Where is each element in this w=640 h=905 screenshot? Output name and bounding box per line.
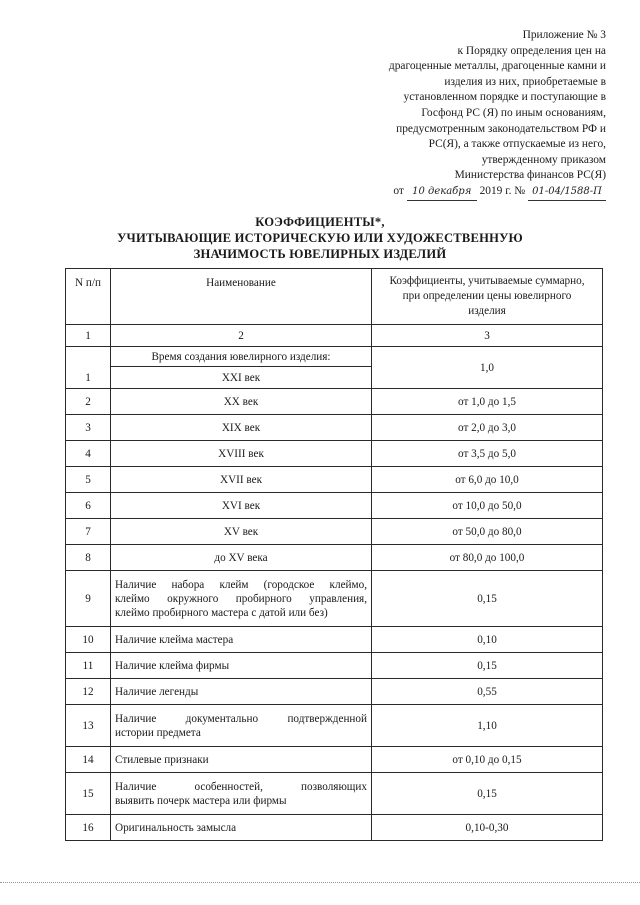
row-num: 3 (66, 415, 111, 441)
row-num: 7 (66, 519, 111, 545)
table-row (66, 653, 603, 679)
title-line-1: КОЭФФИЦИЕНТЫ*, (255, 215, 385, 229)
row-name (111, 705, 372, 747)
row-coef: 0,10 (372, 627, 603, 653)
row-num: 8 (66, 545, 111, 571)
row-name: Стилевые признаки (111, 747, 372, 773)
row-name (111, 571, 372, 627)
row-num: 1 (66, 347, 111, 389)
row-name-line: истории предмета (115, 726, 201, 739)
scan-edge-divider (0, 882, 640, 883)
row-num: 9 (66, 571, 111, 627)
row-name-line: Наличие особенностей, позволяющих (115, 780, 367, 793)
row-name-line: Наличие документально подтвержденной (115, 712, 367, 725)
row-num: 6 (66, 493, 111, 519)
row-coef: от 2,0 до 3,0 (372, 415, 603, 441)
row-coef: от 0,10 до 0,15 (372, 747, 603, 773)
order-date-line (306, 184, 606, 201)
row-num: 13 (66, 705, 111, 747)
appendix-line: Приложение № 3 (522, 29, 606, 41)
table-row (66, 441, 603, 467)
table-row (66, 627, 603, 653)
row-num: 4 (66, 441, 111, 467)
header-name: Наименование (111, 269, 372, 325)
row-name: Наличие клейма фирмы (111, 653, 372, 679)
table-row (66, 815, 603, 841)
row-coef: от 3,5 до 5,0 (372, 441, 603, 467)
title-line-2: УЧИТЫВАЮЩИЕ ИСТОРИЧЕСКУЮ ИЛИ ХУДОЖЕСТВЕННУЮ (117, 231, 523, 245)
handwritten-date: 10 декабря (407, 184, 477, 201)
table-row (66, 519, 603, 545)
row-name: XVIII век (111, 441, 372, 467)
row-name-line: выявить почерк мастера или фирмы (115, 794, 287, 807)
row-name: XVI век (111, 493, 372, 519)
row-name (111, 773, 372, 815)
document-title (0, 214, 640, 262)
table-row (66, 545, 603, 571)
appendix-line: драгоценные металлы, драгоценные камни и (388, 60, 606, 73)
row-name: XVII век (111, 467, 372, 493)
table-row (66, 705, 603, 747)
column-number: 3 (372, 325, 603, 347)
table-row (66, 747, 603, 773)
row-name: до XV века (111, 545, 372, 571)
row-num: 2 (66, 389, 111, 415)
header-num: N п/п (66, 269, 111, 325)
row-name-line: Наличие набора клейм (городское клеймо, (115, 578, 367, 591)
row-num: 10 (66, 627, 111, 653)
row-coef: от 50,0 до 80,0 (372, 519, 603, 545)
row-name: Наличие легенды (111, 679, 372, 705)
row-coef: 0,15 (372, 571, 603, 627)
row-name: Оригинальность замысла (111, 815, 372, 841)
row-num: 14 (66, 747, 111, 773)
appendix-line: утвержденному приказом (481, 153, 606, 166)
row-name: XV век (111, 519, 372, 545)
row-name-line: клеймо пробирного мастера с датой или без) (115, 606, 328, 619)
header-coef: Коэффициенты, учитываемые суммарно, при определении цены ювелирного изделия (372, 269, 603, 325)
row-coef: от 6,0 до 10,0 (372, 467, 603, 493)
appendix-line: к Порядку определения цен на (457, 44, 606, 57)
table-row (66, 347, 603, 367)
table-row (66, 467, 603, 493)
coefficients-table (65, 268, 603, 841)
row-coef: 1,10 (372, 705, 603, 747)
table-row (66, 679, 603, 705)
table-row (66, 773, 603, 815)
row-coef: 0,10-0,30 (372, 815, 603, 841)
table-header-row (66, 269, 603, 325)
handwritten-order-number: 01-04/1588-П (528, 184, 606, 201)
appendix-header (306, 28, 606, 201)
appendix-line: Госфонд РС (Я) по иным основаниям, (421, 106, 606, 119)
row-name: XIX век (111, 415, 372, 441)
row-num: 15 (66, 773, 111, 815)
row-coef: 0,55 (372, 679, 603, 705)
row-name: XX век (111, 389, 372, 415)
row-coef: 1,0 (372, 347, 603, 389)
row-name: XXI век (111, 367, 372, 389)
title-line-3: ЗНАЧИМОСТЬ ЮВЕЛИРНЫХ ИЗДЕЛИЙ (193, 247, 447, 261)
appendix-line: предусмотренным законодательством РФ и (396, 122, 606, 135)
table-row (66, 415, 603, 441)
column-number-row (66, 325, 603, 347)
appendix-line: РС(Я), а также отпускаемые из него, (428, 138, 606, 151)
appendix-line: изделия из них, приобретаемые в (444, 75, 606, 88)
year-text: 2019 г. № (479, 184, 526, 197)
row-coef: от 80,0 до 100,0 (372, 545, 603, 571)
column-number: 2 (111, 325, 372, 347)
row-name-line: клеймо окружного пробирного управления, (115, 592, 367, 605)
appendix-line: установленном порядке и поступающие в (403, 91, 606, 104)
row-num: 16 (66, 815, 111, 841)
table-row (66, 389, 603, 415)
column-number: 1 (66, 325, 111, 347)
row-name: Наличие клейма мастера (111, 627, 372, 653)
row-num: 11 (66, 653, 111, 679)
row-coef: от 1,0 до 1,5 (372, 389, 603, 415)
group-label: Время создания ювелирного изделия: (111, 347, 372, 367)
row-coef: 0,15 (372, 653, 603, 679)
date-prefix: от (393, 184, 404, 197)
table-row (66, 571, 603, 627)
row-num: 12 (66, 679, 111, 705)
row-num: 5 (66, 467, 111, 493)
row-coef: 0,15 (372, 773, 603, 815)
table-row (66, 493, 603, 519)
appendix-line: Министерства финансов РС(Я) (454, 169, 606, 182)
row-coef: от 10,0 до 50,0 (372, 493, 603, 519)
